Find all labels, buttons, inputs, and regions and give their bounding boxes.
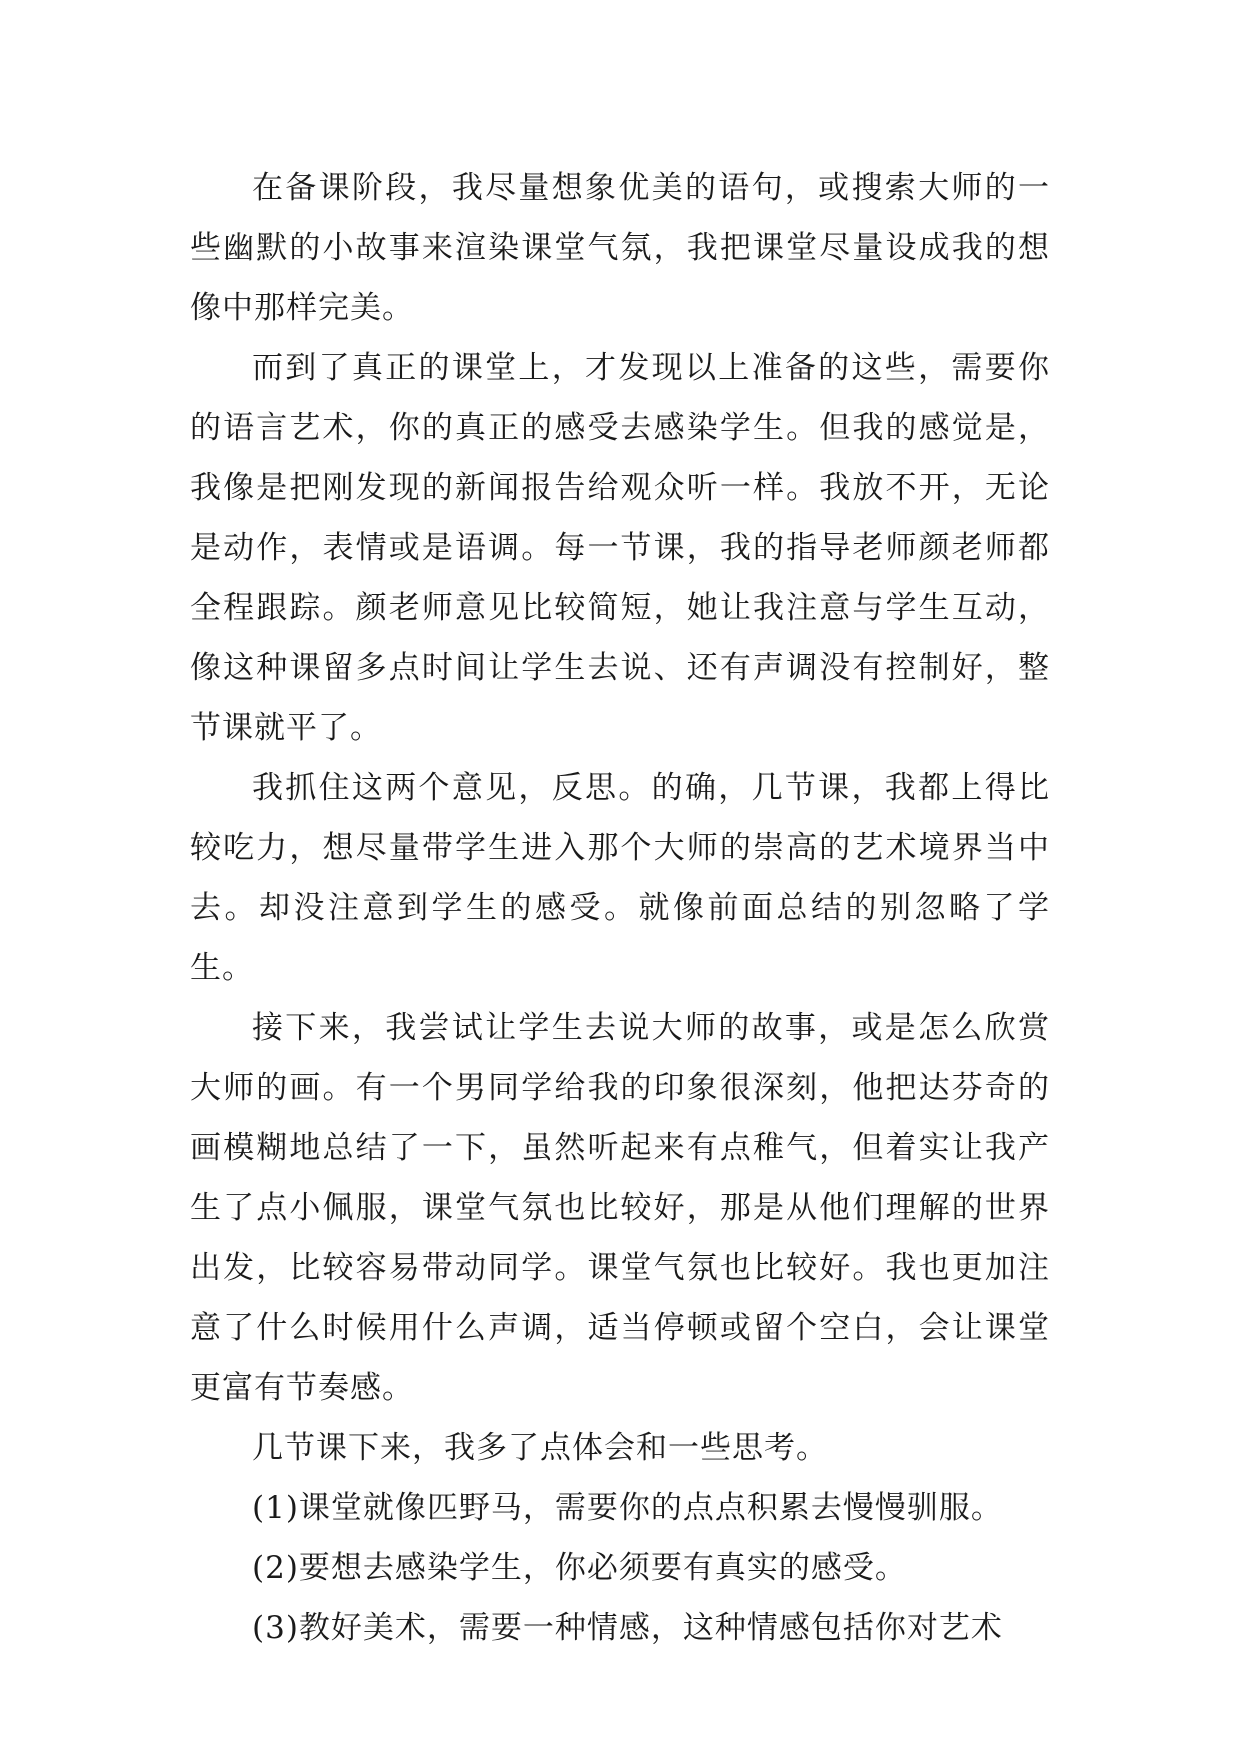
- paragraph-reflection: 我抓住这两个意见，反思。的确，几节课，我都上得比较吃力，想尽量带学生进入那个大师的崇高的艺术境界当中去。却没注意到学生的感受。就像前面总结的别忽略了学生。: [190, 770, 1050, 986]
- list-item-1: (1)课堂就像匹野马，需要你的点点积累去慢慢驯服。: [252, 1490, 1003, 1526]
- list-item-3: (3)教好美术，需要一种情感，这种情感包括你对艺术: [252, 1610, 1003, 1646]
- paragraph-real-classroom: 而到了真正的课堂上，才发现以上准备的这些，需要你的语言艺术，你的真正的感受去感染学生。但我的感觉是，我像是把刚发现的新闻报告给观众听一样。我放不开，无论是动作，表情或是语调。每一节课，我的指导老师颜老师都全程跟踪。颜老师意见比较简短，她让我注意与学生互动，像这种课留多点时间让学生去说、还有声调没有控制好，整节课就平了。: [190, 350, 1050, 746]
- paragraph-thoughts-intro: 几节课下来，我多了点体会和一些思考。: [252, 1430, 828, 1466]
- list-item-2: (2)要想去感染学生，你必须要有真实的感受。: [252, 1550, 907, 1586]
- paragraph-next-attempt: 接下来，我尝试让学生去说大师的故事，或是怎么欣赏大师的画。有一个男同学给我的印象很深刻，他把达芬奇的画模糊地总结了一下，虽然听起来有点稚气，但着实让我产生了点小佩服，课堂气氛也比较好，那是从他们理解的世界出发，比较容易带动同学。课堂气氛也比较好。我也更加注意了什么时候用什么声调，适当停顿或留个空白，会让课堂更富有节奏感。: [190, 1010, 1050, 1406]
- paragraph-lesson-preparation: 在备课阶段，我尽量想象优美的语句，或搜索大师的一些幽默的小故事来渲染课堂气氛，我把课堂尽量设成我的想像中那样完美。: [190, 170, 1050, 326]
- document-body: [190, 158, 1050, 1658]
